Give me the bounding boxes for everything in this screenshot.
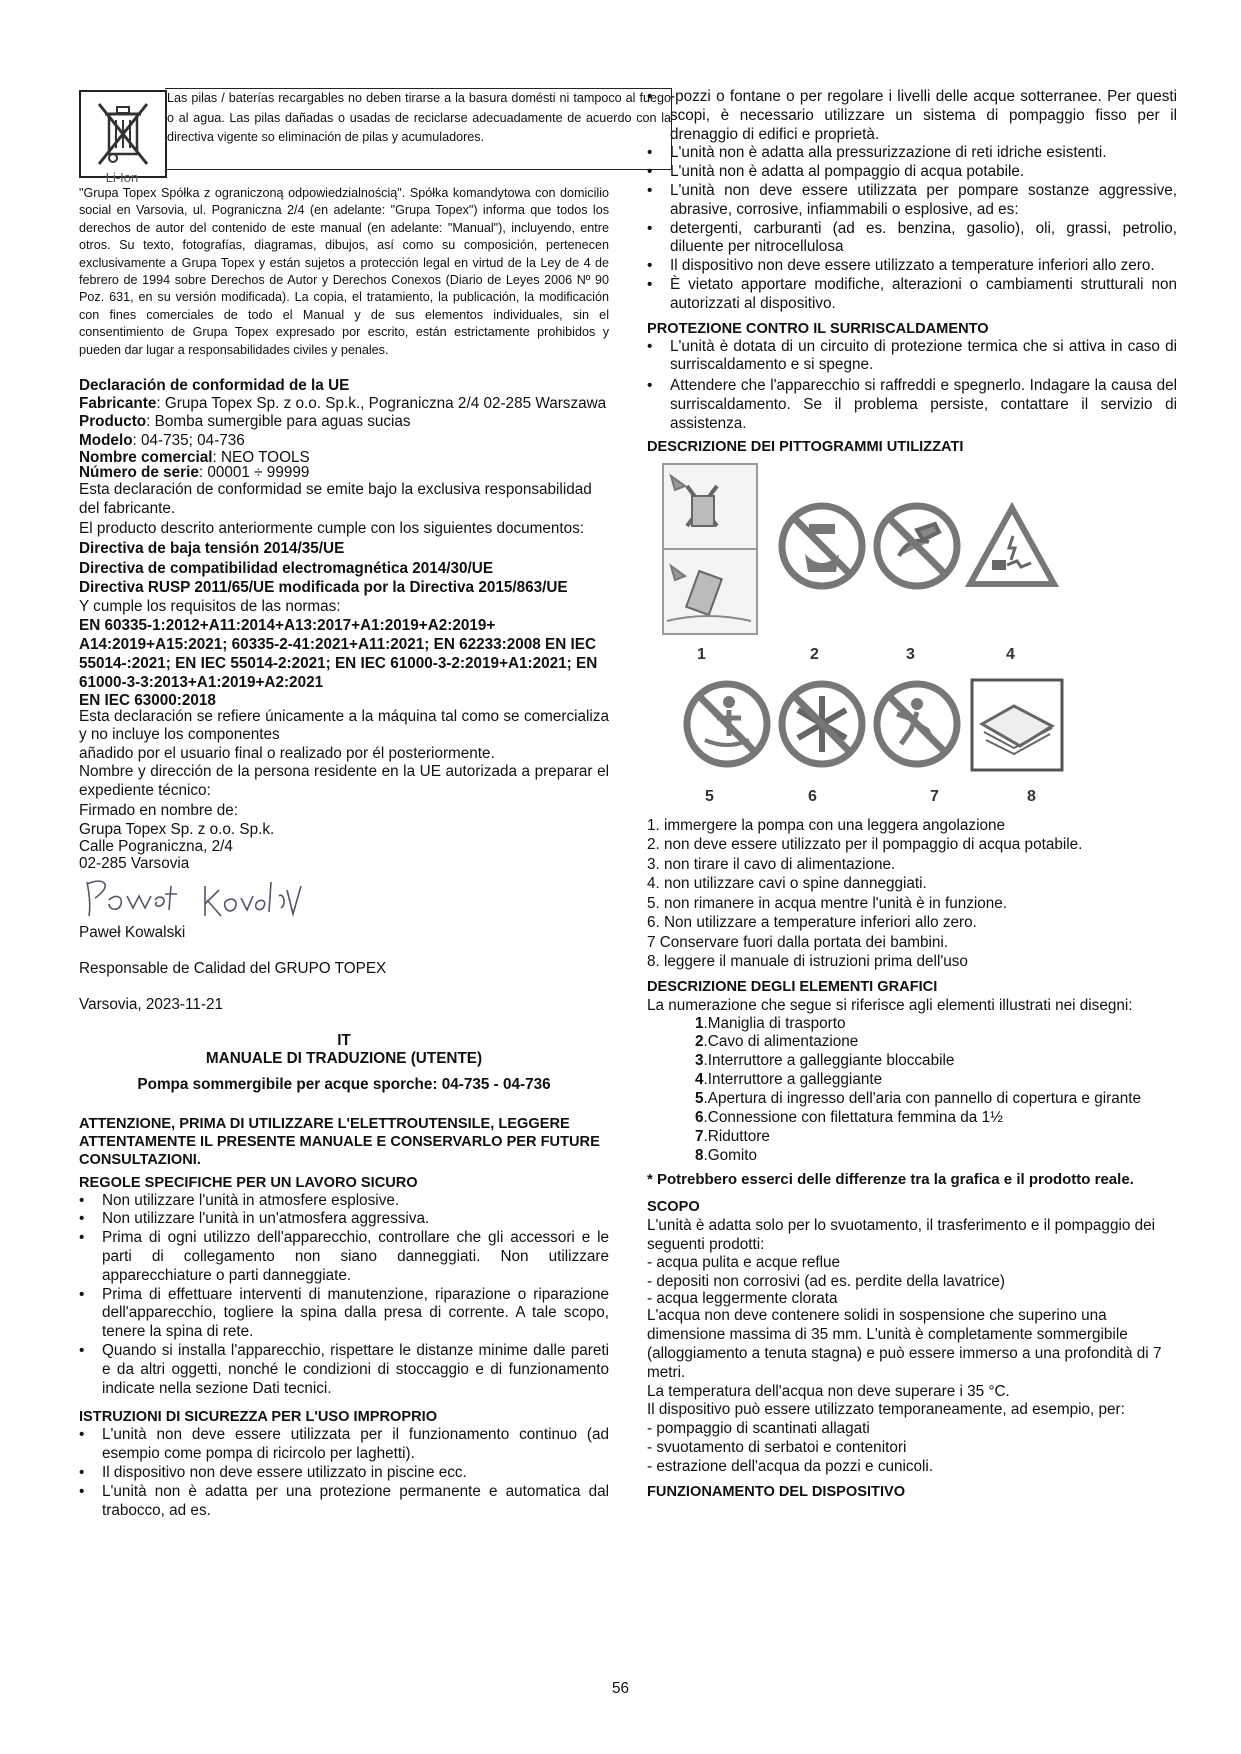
- pictogram-number: 6: [808, 787, 817, 805]
- norms-intro: Y cumple los requisitos de las normas:: [79, 598, 341, 616]
- improper-use-title: ISTRUZIONI DI SICUREZZA PER L'USO IMPROPRIO: [79, 1409, 438, 1426]
- list-item: 6. Non utilizzare a temperature inferiori allo zero.: [647, 914, 977, 932]
- right-column: [647, 88, 1177, 1501]
- pictograms-panel: [647, 456, 1177, 816]
- address-line-2: Calle Pograniczna, 2/4: [79, 837, 233, 855]
- signer-name: Paweł Kowalski: [79, 923, 186, 941]
- damaged-cable-warning-pictogram: [970, 508, 1054, 584]
- pictogram-number: 8: [1027, 787, 1036, 805]
- list-item: 1. immergere la pompa con una leggera angolazione: [647, 816, 1006, 834]
- declaration-title: Declaración de conformidad de la UE: [79, 377, 350, 395]
- graphic-elements-intro: La numerazione che segue si riferisce agli elementi illustrati nei disegni:: [647, 996, 1133, 1014]
- pictogram-number: 4: [1006, 645, 1015, 663]
- list-item: 2.Cavo di alimentazione: [695, 1033, 859, 1051]
- battery-text-box: [165, 88, 672, 170]
- norms-last: EN IEC 63000:2018: [79, 691, 216, 709]
- safe-work-list: [79, 1192, 609, 1399]
- norms-list: EN 60335-1:2012+A11:2014+A13:2017+A1:2019+A2:2019+ A14:2019+A15:2021; 60335-2-41:2021+A11:2021; EN 62233:2008 EN IEC 55014-:2021; EN IEC 55014-2:2021; EN IEC 61000-3-2:2019+A1:2021; EN 61000-3-3:2013+A1:2019+A2:2021: [79, 617, 598, 691]
- list-item: 8. leggere il manuale di istruzioni prima dell'uso: [647, 953, 968, 971]
- list-item: • L'unità è dotata di un circuito di protezione termica che si attiva in caso di surriscaldamento e si spegne.: [647, 338, 1177, 376]
- declaration-scope: Esta declaración se refiere únicamente a la máquina tal como se comercializa y no incluye los componentes: [79, 707, 609, 744]
- pictogram-number: 2: [810, 645, 819, 663]
- purpose-intro: L'unità è adatta solo per lo svuotamento, il trasferimento e il pompaggio dei seguenti prodotti:: [647, 1216, 1156, 1253]
- authorized-person: Nombre y dirección de la persona residente en la UE autorizada a preparar el expediente técnico:: [79, 763, 609, 799]
- list-item: 2. non deve essere utilizzato per il pompaggio di acqua potabile.: [647, 836, 1083, 854]
- purpose-title: SCOPO: [647, 1198, 700, 1215]
- warning-text: ATTENZIONE, PRIMA DI UTILIZZARE L'ELETTROUTENSILE, LEGGERE ATTENTAMENTE IL PRESENTE MANUALE E CONSERVARLO PER FUTURE CONSULTAZIONI.: [79, 1115, 600, 1168]
- left-column: [79, 88, 671, 1520]
- graphics-disclaimer: * Potrebbero esserci delle differenze tra la grafica e il prodotto reale.: [647, 1170, 1134, 1188]
- list-item: 6.Connessione con filettatura femmina da 1½: [695, 1109, 1003, 1127]
- list-item: - pompaggio di scantinati allagati: [647, 1420, 870, 1438]
- directive-rohs: Directiva RUSP 2011/65/UE modificada por la Directiva 2015/863/UE: [79, 579, 568, 597]
- list-item: • -pozzi o fontane o per regolare i livelli delle acque sotterranee. Per questi scopi, è necessario utilizzare un sistema di pompaggio fisso per il drenaggio di edifici e proprietà.: [647, 88, 1177, 144]
- list-item: • detergenti, carburanti (ad es. benzina, gasolio), oli, grassi, petrolio, diluente per nitrocellulosa: [647, 220, 1177, 258]
- pictogram-number: 7: [930, 787, 939, 805]
- producto-line: Producto: Bomba sumergible para aguas sucias: [79, 413, 411, 431]
- list-item: • Prima di ogni utilizzo dell'apparecchio, controllare che gli accessori e le parti di collegamento non siano danneggiati. Non utilizzare apparecchiature o parti danneggiate.: [79, 1229, 609, 1285]
- improper-use-list-continued: [647, 88, 1177, 314]
- list-item: • Attendere che l'apparecchio si raffreddi e spegnerlo. Indagare la causa del surriscaldamento. Se il problema persiste, contattare il servizio di assistenza.: [647, 377, 1177, 433]
- temporary-use: Il dispositivo può essere utilizzato temporaneamente, ad esempio, per:: [647, 1401, 1125, 1419]
- pictogram-descriptions: [647, 816, 1177, 972]
- list-item: 8.Gomito: [695, 1146, 758, 1164]
- list-item: • Prima di effettuare interventi di manutenzione, riparazione o riparazione dell'apparecchio, togliere la spina dalla presa di corrente. A tale scopo, tenere la spina di rete.: [79, 1286, 609, 1342]
- list-item: • Non utilizzare l'unità in un'atmosfera aggressiva.: [79, 1210, 609, 1229]
- copyright-notice: "Grupa Topex Spółka z ograniczoną odpowiedzialnością". Spółka komandytowa con domicilio social en Varsovia, ul. Pograniczna 2/4 (en adelante: "Grupa Topex") informa que todos los derechos de autor del contenido de este manual (en adelante: "Manual"), incluyendo, entre otros. Su texto, fotografías, diagramas, dibujos, así como su composición, pertenecen exclusivamente a Grupa Topex y están sujetos a protección legal en virtud de la Ley de 4 de febrero de 1994 sobre Derechos de Autor y Derechos Conexos (Diario de Leyes 2006 Nº 90 Poz. 631, en su versión modificada). La copia, el tratamiento, la publicación, la modificación con fines comerciales de todo el Manual y de sus elementos individuales, sin el consentimiento de Grupa Topex expresado por escrito, están estrictamente prohibidos y pueden dar lugar a responsabilidades civiles y penales.: [79, 186, 609, 357]
- battery-disposal-box: [79, 88, 671, 185]
- language-code: IT: [337, 1031, 351, 1049]
- serie-line: Número de serie: 00001 ÷ 99999: [79, 463, 310, 481]
- li-ion-label: Li-Ion: [105, 170, 139, 185]
- keep-from-children-pictogram: [877, 684, 957, 764]
- angle-immersion-pictogram: [663, 464, 757, 634]
- pictogram-number: 3: [906, 645, 915, 663]
- no-drinking-water-pictogram: [782, 506, 862, 586]
- list-item: • Non utilizzare l'unità in atmosfere esplosive.: [79, 1192, 609, 1211]
- battery-text: Las pilas / baterías recargables no deben tirarse a la basura domésti ni tampoco al fuego o al agua. Las pilas dañadas o usadas de reciclarse adecuadamente de acuerdo con la directiva vigente so eliminación de pilas y acumuladores.: [167, 91, 671, 145]
- list-item: 4. non utilizzare cavi o spine danneggiati.: [647, 875, 927, 893]
- list-item: • L'unità non è adatta per una protezione permanente e automatica dal trabocco, ad es.: [79, 1483, 609, 1521]
- directive-lv: Directiva de baja tensión 2014/35/UE: [79, 540, 345, 558]
- operation-title: FUNZIONAMENTO DEL DISPOSITIVO: [647, 1483, 906, 1500]
- list-item: • Quando si installa l'apparecchio, rispettare le distanze minime dalle pareti e da altri oggetti, nonché le condizioni di stoccaggio e di funzionamento indicate nella sezione Dati tecnici.: [79, 1342, 609, 1398]
- list-item: 1.Maniglia di trasporto: [695, 1014, 846, 1032]
- list-item: - depositi non corrosivi (ad es. perdite della lavatrice): [647, 1272, 1005, 1290]
- list-item: 7.Riduttore: [695, 1127, 770, 1145]
- fabricante-line: Fabricante: Grupa Topex Sp. z o.o. Sp.k., Pograniczna 2/4 02-285 Warszawa: [79, 395, 607, 413]
- pictograms-title: DESCRIZIONE DEI PITTOGRAMMI UTILIZZATI: [647, 438, 964, 455]
- manual-title: MANUALE DI TRADUZIONE (UTENTE): [205, 1050, 483, 1068]
- overheat-list: [647, 338, 1177, 434]
- no-stay-in-water-pictogram: [687, 684, 767, 764]
- graphic-elements-list: [647, 1015, 1177, 1166]
- list-item: 7 Conservare fuori dalla portata dei bambini.: [647, 933, 949, 951]
- modelo-line: Modelo: 04-735; 04-736: [79, 431, 245, 449]
- list-item: • L'unità non è adatta alla pressurizzazione di reti idriche esistenti.: [647, 144, 1177, 163]
- list-item: 3.Interruttore a galleggiante bloccabile: [695, 1052, 955, 1070]
- complies-documents: El producto descrito anteriormente cumple con los siguientes documentos:: [79, 519, 585, 537]
- list-item: 4.Interruttore a galleggiante: [695, 1071, 883, 1089]
- list-item: - acqua pulita e acque reflue: [647, 1253, 841, 1271]
- crossed-bin-icon: [79, 90, 167, 178]
- solids-limit: L'acqua non deve contenere solidi in sospensione che superino una dimensione massima di 35 mm. L'unità è completamente sommergibile (alloggiamento a tenuta stagna) e può essere immerso a una profondità di 7 metri.: [647, 1307, 1162, 1381]
- list-item: 5. non rimanere in acqua mentre l'unità è in funzione.: [647, 894, 1008, 912]
- list-item: • È vietato apportare modifiche, alterazioni o cambiamenti strutturali non autorizzati al dispositivo.: [647, 276, 1177, 314]
- pictogram-number: 1: [697, 645, 706, 663]
- read-manual-pictogram: [972, 680, 1062, 770]
- list-item: - acqua leggermente clorata: [647, 1290, 838, 1308]
- place-date: Varsovia, 2023-11-21: [79, 995, 223, 1013]
- list-item: • L'unità non è adatta al pompaggio di acqua potabile.: [647, 163, 1177, 182]
- nombre-line: Nombre comercial: NEO TOOLS: [79, 448, 310, 466]
- page-number: 56: [611, 1680, 629, 1697]
- list-item: • Il dispositivo non deve essere utilizzato in piscine ecc.: [79, 1464, 609, 1483]
- product-title: Pompa sommergibile per acque sporche: 04-735 - 04-736: [137, 1076, 551, 1094]
- overheat-title: PROTEZIONE CONTRO IL SURRISCALDAMENTO: [647, 320, 989, 337]
- declaration-added: añadido por el usuario final o realizado por él posteriormente.: [79, 744, 495, 762]
- list-item: • Il dispositivo non deve essere utilizzato a temperature inferiori allo zero.: [647, 257, 1177, 276]
- signed-on-behalf: Firmado en nombre de:: [79, 801, 238, 819]
- list-item: 5.Apertura di ingresso dell'aria con pannello di copertura e girante: [695, 1090, 1141, 1108]
- list-item: - svuotamento di serbatoi e contenitori: [647, 1438, 907, 1456]
- safe-work-title: REGOLE SPECIFICHE PER UN LAVORO SICURO: [79, 1174, 418, 1191]
- signature: [79, 872, 609, 924]
- graphic-elements-title: DESCRIZIONE DEGLI ELEMENTI GRAFICI: [647, 978, 938, 995]
- directive-emc: Directiva de compatibilidad electromagnética 2014/30/UE: [79, 560, 494, 578]
- no-pull-cable-pictogram: [877, 506, 957, 586]
- address-line-1: Grupa Topex Sp. z o.o. Sp.k.: [79, 820, 275, 838]
- no-frost-pictogram: [782, 684, 862, 764]
- address-line-3: 02-285 Varsovia: [79, 854, 190, 872]
- improper-use-list: [79, 1426, 609, 1520]
- list-item: • L'unità non deve essere utilizzata per pompare sostanze aggressive, abrasive, corrosive, infiammabili o esplosive, ad es:: [647, 182, 1177, 220]
- list-item: • L'unità non deve essere utilizzata per il funzionamento continuo (ad esempio come pompa di ricircolo per laghetti).: [79, 1426, 609, 1464]
- exclusive-responsibility: Esta declaración de conformidad se emite bajo la exclusiva responsabilidad del fabricante.: [79, 480, 592, 518]
- signer-role: Responsable de Calidad del GRUPO TOPEX: [79, 959, 387, 977]
- pictogram-number: 5: [705, 787, 714, 805]
- list-item: - estrazione dell'acqua da pozzi e cunicoli.: [647, 1457, 934, 1475]
- temperature-limit: La temperatura dell'acqua non deve superare i 35 °C.: [647, 1382, 1010, 1400]
- list-item: 3. non tirare il cavo di alimentazione.: [647, 855, 896, 873]
